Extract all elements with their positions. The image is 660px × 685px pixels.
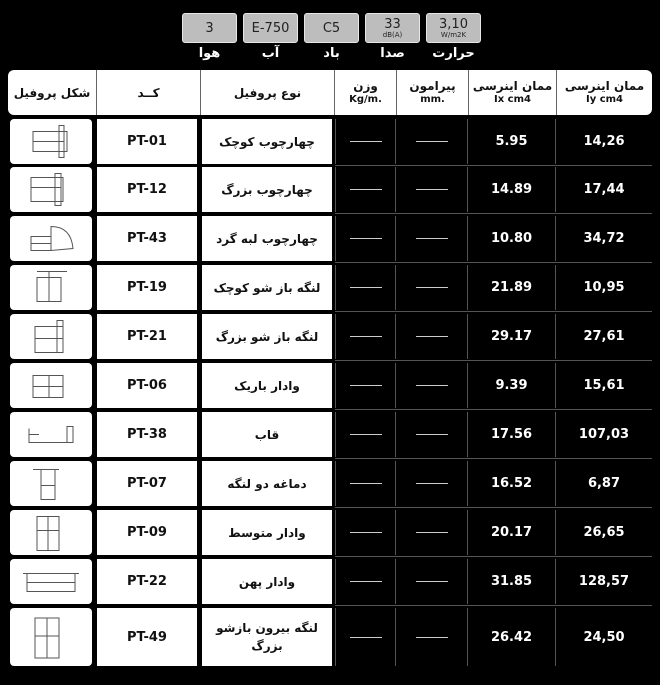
weight-cell [335, 363, 395, 408]
profile-code: PT-22 [97, 559, 197, 604]
perimeter-cell [395, 412, 468, 457]
row-divider [335, 311, 652, 312]
profile-code: PT-49 [97, 608, 197, 666]
table-row [8, 167, 652, 212]
iy-value: 34,72 [583, 231, 625, 246]
dash [350, 385, 382, 386]
row-divider [335, 507, 652, 508]
dash [350, 287, 382, 288]
profile-code: PT-09 [97, 510, 197, 555]
spec-box-heat: 3,10 W/m2K [426, 13, 481, 43]
profile-type: چهارچوب بزرگ [202, 167, 332, 212]
dash [350, 238, 382, 239]
ix-value: 10.80 [468, 216, 556, 261]
profile-code: PT-01 [97, 119, 197, 164]
profile-drawing [19, 121, 83, 162]
dash [350, 532, 382, 533]
header-type: نوع پروفیل [200, 70, 334, 115]
perimeter-cell [395, 167, 468, 212]
weight-cell [335, 314, 395, 359]
profile-type: چهارچوب کوچک [202, 119, 332, 164]
profile-shape [10, 265, 92, 310]
profile-code: PT-21 [97, 314, 197, 359]
profile-drawing [19, 316, 83, 357]
profile-shape [10, 559, 92, 604]
profile-code: PT-19 [97, 265, 197, 310]
perimeter-cell [395, 559, 468, 604]
iy-value: 27,61 [583, 329, 625, 344]
spec-label-air: هوا [198, 46, 221, 61]
ix-value: 16.52 [468, 461, 556, 506]
weight-cell [335, 412, 395, 457]
ix-value: 20.17 [468, 510, 556, 555]
perimeter-cell [395, 314, 468, 359]
dash [416, 532, 448, 533]
iy-value: 107,03 [578, 427, 630, 442]
profile-code: PT-12 [97, 167, 197, 212]
table-row [8, 216, 652, 261]
weight-cell [335, 608, 395, 666]
profile-shape [10, 314, 92, 359]
perimeter-cell [395, 363, 468, 408]
profile-code: PT-07 [97, 461, 197, 506]
spec-box-wind: C5 [304, 13, 359, 43]
dash [416, 434, 448, 435]
table-row [8, 510, 652, 555]
ix-value: 21.89 [468, 265, 556, 310]
table-row [8, 559, 652, 604]
row-divider [335, 165, 652, 166]
iy-value: 24,50 [583, 629, 625, 645]
table-row [8, 265, 652, 310]
weight-cell [335, 510, 395, 555]
ix-value: 31.85 [468, 559, 556, 604]
dash [350, 581, 382, 582]
spec-label-wind: باد [323, 46, 340, 61]
spec-label-sound: صدا [380, 46, 405, 61]
header-code: کــد [96, 70, 200, 115]
weight-cell [335, 461, 395, 506]
profile-shape [10, 510, 92, 555]
weight-cell [335, 119, 395, 164]
profile-type: وادار باریک [202, 363, 332, 408]
header-ix: ممان اینرسی Ix cm4 [468, 70, 556, 115]
weight-cell [335, 559, 395, 604]
dash [350, 336, 382, 337]
ix-value: 29.17 [468, 314, 556, 359]
perimeter-cell [395, 119, 468, 164]
header-perimeter: پیرامون mm. [396, 70, 468, 115]
profile-type: لنگه باز شو بزرگ [202, 314, 332, 359]
dash [416, 336, 448, 337]
spec-label-water: آب [261, 46, 280, 61]
profile-shape [10, 167, 92, 212]
perimeter-cell [395, 608, 468, 666]
iy-value: 128,57 [578, 574, 630, 589]
row-divider [335, 262, 652, 263]
dash [416, 287, 448, 288]
table-row [8, 363, 652, 408]
dash [350, 434, 382, 435]
profile-type: وادار متوسط [202, 510, 332, 555]
ix-value: 14.89 [468, 167, 556, 212]
perimeter-cell [395, 510, 468, 555]
row-divider [335, 458, 652, 459]
table-body [8, 119, 652, 674]
dash [416, 581, 448, 582]
spec-box-air: 3 [182, 13, 237, 43]
dash [350, 141, 382, 142]
dash [416, 189, 448, 190]
profile-drawing [19, 463, 83, 504]
profile-shape [10, 461, 92, 506]
spec-boxes [182, 13, 481, 43]
ix-value: 9.39 [468, 363, 556, 408]
profile-code: PT-43 [97, 216, 197, 261]
profile-type: وادار پهن [202, 559, 332, 604]
row-divider [335, 213, 652, 214]
weight-cell [335, 265, 395, 310]
profile-shape [10, 608, 92, 666]
perimeter-cell [395, 216, 468, 261]
iy-value: 17,44 [583, 182, 625, 197]
weight-cell [335, 167, 395, 212]
table-row [8, 412, 652, 457]
dash [416, 637, 448, 638]
profile-drawing [19, 267, 83, 308]
profile-type: لنگه بیرون بازشو بزرگ [202, 608, 332, 666]
profile-type: قاب [202, 412, 332, 457]
profile-drawing [19, 512, 83, 553]
row-divider [335, 360, 652, 361]
iy-value: 6,87 [587, 476, 621, 491]
profile-drawing [19, 561, 83, 602]
profile-shape [10, 412, 92, 457]
dash [416, 141, 448, 142]
perimeter-cell [395, 265, 468, 310]
perimeter-cell [395, 461, 468, 506]
dash [350, 189, 382, 190]
profile-drawing [19, 218, 83, 259]
weight-cell [335, 216, 395, 261]
header-weight: وزن Kg/m. [334, 70, 396, 115]
iy-value: 10,95 [583, 280, 625, 295]
row-divider [335, 605, 652, 606]
header-iy: ممان اینرسی Iy cm4 [556, 70, 652, 115]
dash [350, 483, 382, 484]
profile-shape [10, 363, 92, 408]
profile-shape [10, 119, 92, 164]
spec-box-water: E-750 [243, 13, 298, 43]
dash [416, 385, 448, 386]
profile-drawing [19, 414, 83, 455]
spec-labels [182, 46, 481, 61]
table-row [8, 461, 652, 506]
table-header [8, 70, 652, 115]
dash [350, 637, 382, 638]
ix-value: 17.56 [468, 412, 556, 457]
dash [416, 238, 448, 239]
profile-drawing [19, 169, 83, 210]
ix-value: 26.42 [468, 608, 556, 666]
profile-type: لنگه باز شو کوچک [202, 265, 332, 310]
iy-value: 26,65 [583, 525, 625, 540]
table-row [8, 119, 652, 164]
profile-type: دماغه دو لنگه [202, 461, 332, 506]
profile-shape [10, 216, 92, 261]
spec-label-heat: حرارت [432, 46, 475, 61]
profile-drawing [19, 610, 83, 664]
iy-value: 15,61 [583, 378, 625, 393]
dash [416, 483, 448, 484]
iy-value: 14,26 [583, 134, 625, 149]
row-divider [335, 409, 652, 410]
header-shape: شکل پروفیل [13, 85, 91, 100]
row-divider [335, 556, 652, 557]
profile-code: PT-38 [97, 412, 197, 457]
profile-drawing [19, 365, 83, 406]
profile-code: PT-06 [97, 363, 197, 408]
table-row [8, 608, 652, 666]
profile-type: چهارچوب لبه گرد [202, 216, 332, 261]
spec-box-sound: 33 dB(A) [365, 13, 420, 43]
table-row [8, 314, 652, 359]
ix-value: 5.95 [468, 119, 556, 164]
